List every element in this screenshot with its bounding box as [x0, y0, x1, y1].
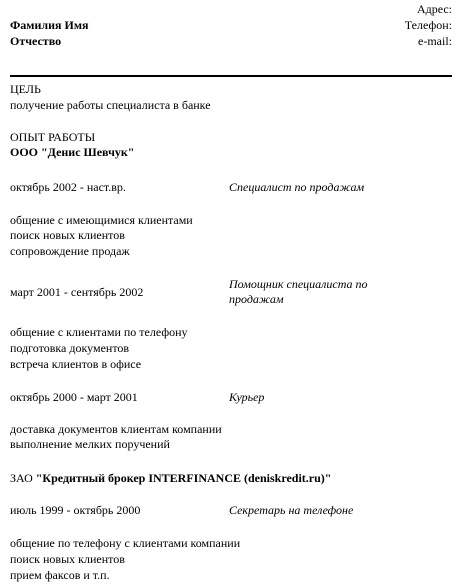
job-title: Курьер: [229, 390, 265, 404]
job-title: Специалист по продажам: [229, 180, 365, 194]
company-name: "Кредитный брокер INTERFINANCE (deniskredit.ru)": [35, 471, 332, 485]
name-line-2: Отчество: [10, 34, 62, 48]
job-title: Помощник специалиста по: [229, 277, 368, 291]
job-duty: общение с клиентами по телефону: [10, 325, 188, 339]
job-duty: сопровождение продаж: [10, 244, 130, 258]
contact-label-address: Адрес:: [416, 2, 452, 16]
objective-heading: ЦЕЛЬ: [10, 82, 41, 96]
job-title: Секретарь на телефоне: [229, 503, 354, 517]
job-period: октябрь 2002 - наст.вр.: [10, 180, 126, 194]
job-period: март 2001 - сентябрь 2002: [10, 285, 144, 299]
job-title: продажам: [229, 292, 284, 306]
contact-label-email: e-mail:: [418, 34, 452, 48]
job-period: октябрь 2000 - март 2001: [10, 390, 138, 404]
company-name: ООО "Денис Шевчук": [10, 145, 135, 159]
name-line-1: Фамилия Имя: [10, 18, 89, 32]
job-duty: поиск новых клиентов: [10, 552, 125, 566]
job-duty: подготовка документов: [10, 341, 130, 355]
header-divider: [10, 75, 452, 77]
job-duty: поиск новых клиентов: [10, 228, 125, 242]
job-period: июль 1999 - октябрь 2000: [10, 503, 141, 517]
objective-text: получение работы специалиста в банке: [10, 98, 211, 112]
contact-label-phone: Телефон:: [404, 18, 452, 32]
company-heading: [10, 471, 331, 485]
job-duty: общение с имеющимися клиентами: [10, 213, 193, 227]
job-duty: прием факсов и т.п.: [10, 568, 110, 582]
job-duty: выполнение мелких поручений: [10, 437, 170, 451]
job-duty: встреча клиентов в офисе: [10, 357, 142, 371]
job-duty: общение по телефону с клиентами компании: [10, 536, 241, 550]
experience-heading: ОПЫТ РАБОТЫ: [10, 130, 96, 144]
company-prefix: ЗАО: [10, 471, 36, 485]
job-duty: доставка документов клиентам компании: [10, 422, 222, 436]
